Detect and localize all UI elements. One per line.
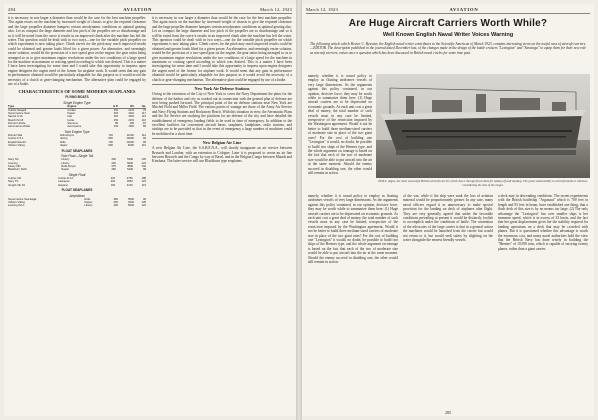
journal-name-right: AVIATION [449, 7, 479, 12]
table-cell: 400 [113, 204, 118, 208]
belgian-air-line-title: New Belgian Air Line [202, 140, 242, 146]
table-cell: 800 [108, 137, 113, 141]
table-cell: 360 [113, 197, 118, 201]
table-cell: Lawrance [58, 180, 70, 184]
table-cell: 188 [141, 176, 146, 180]
table-column-header: Wt. [118, 105, 134, 109]
table-cell: Vickers Viking [8, 143, 25, 147]
article-column-3 [498, 194, 588, 408]
defense-stations-title: New York Air Defense Stations [194, 86, 250, 92]
table-cell: Supermarine Seal [8, 112, 30, 116]
table-cell: 1850 [126, 180, 133, 184]
table-column-header: H.P. [105, 105, 118, 109]
table-cell: Napier [84, 201, 93, 205]
table-cell: 375 [111, 164, 116, 168]
table-cell: Liberty [84, 204, 93, 208]
table-cell: 4800 [127, 164, 134, 168]
issue-date-right: March 12, 1923 [306, 7, 339, 12]
article-continued-text-2: it is necessary in war larger a diameter than would be the case for the best machine propeller. This again reacts on the machine by increased weight of chassis to give the required clearance and the large propeller diameter hampers certain aerodynamic conditions as optimal gearing also. Let us compact the large diameter and low pitch of the propeller are so disadvantage and so it will be noted from the curve it results in an improved climb after the machine has left the water. This question could be dealt with in two ways—one for the variable pitch propeller on which experiment is now taking place. Climb curves for the pitch may reach improved results could be obtained and greater loads lifted for a given power. An alternative, and seemingly easier solution, would be the provision of a two-speed gear on the engine, the gear ratios being arranged so as to give maximum engine revolutions under the two conditions of a large speed for the machine in maximum or cruising speed according to which was desired. This is a matter I have been investigating for some time and I would take this opportunity to impress upon engine designers the urgent need of the former for airplane work. It would seem that any gain in performance obtained would be particularly adaptable for this purpose as it would avoid the necessity of a clutch or gear-changing mechanism. The alternative plan could be engaged by use of a brake. [152, 16, 292, 82]
table-cell: Rolls-Royce [59, 134, 75, 138]
table-cell: 112 [141, 134, 146, 138]
table-cell: Savoia S.16 [8, 115, 23, 119]
table-cell: Loening [8, 161, 18, 165]
table-cell: 5000 [127, 204, 134, 208]
right-column [152, 16, 292, 414]
table-cell: 2100 [126, 183, 133, 187]
table-cell: 79 [143, 108, 146, 112]
table-cell: 85 [143, 125, 146, 129]
defense-stations-text: Owing to the extension of the City of New York to cover the Navy Department the plans for the defense of the harbor and city as worked out in connection with the general plan of defense are now being pushed forward. The principal point of the air defense stations near New York are Mitchel Field and Miller Field. The various points of vantage are those of the Army Air Service and Navy Flying Stations and Rockaway Beach. With this situation in view, the Aeronautic Plans and the Air Service are studying the positions for air defense of the city and have detailed the establishment of emergency landing fields to be used in time of emergency. In addition to the excellent facilities for convenient aircraft bases, seaplanes, landplanes, radio stations, and airships are to be provided so that in the event of emergency a large number of machines could be mobilized in a short time. [152, 92, 292, 136]
table-cell: 100 [113, 125, 119, 129]
article-continued-text: it is necessary in war larger a diameter than would be the case for the best machine propeller. This again reacts on the machine by increased weight of chassis to give the required clearance and the large propeller diameter hampers certain aerodynamic conditions as optimal gearing also. Let us compact the large diameter and low pitch of the propeller are so disadvantage and so it will be noted from the curve it results in an improved climb after the machine has left the water. This question could be dealt with in two ways—one for the variable pitch propeller on which experiment is now taking place. Climb curves for the pitch may reach improved results could be obtained and greater loads lifted for a given power. An alternative, and seemingly easier solution, would be the provision of a two-speed gear on the engine, the gear ratios being arranged so as to give maximum engine revolutions under the two conditions of a large speed for the machine in maximum or cruising speed according to which was desired. This is a matter I have been investigating for some time and I would take this opportunity to impress upon engine designers the urgent need of the former for airplane work. It would seem that any gain in performance obtained would be particularly adaptable for this purpose as it would avoid the necessity of a clutch or gear-changing mechanism. The alternative plan could be engaged by use of a brake. [8, 16, 146, 87]
characteristics-table-title: CHARACTERISTICS OF SOME MODERN SEAPLANES [18, 88, 136, 94]
table-cell: 105 [141, 158, 146, 162]
table-cell: Siemens [67, 121, 78, 125]
article-title: Are Huge Aircraft Carriers Worth While? [348, 18, 548, 29]
table-cell: Liberty [61, 158, 70, 162]
table-cell: 5000 [127, 161, 134, 165]
table-cell: Vickers Viking [8, 201, 25, 205]
table-row [8, 125, 146, 128]
table-column-header: Engine [67, 105, 105, 109]
twin-engine-subheading: Twin Engine Type [64, 130, 90, 135]
table-cell: 12000 [126, 140, 134, 144]
table-cell: Isotta [67, 118, 74, 122]
table-cell: Curtiss Seagull [8, 108, 27, 112]
article-intro: The following article which Hector C. Bywater, the English naval writer contributes to the Scientific American of March 1923, contains interesting views on the useful ness of aircraft carriers.—EDITOR. The description published in the journal dated December last, of the changes made in the design of the battle cruisers "Lexington" and "Saratoga" to equip them for their new role as aircraft carriers, raises once a question which has been discussed in British naval circles for some time past. [310, 42, 586, 55]
table-cell: 13600 [126, 137, 134, 141]
amphibian-heading: FLOAT SEAPLANES [61, 188, 93, 193]
twin-float-table [8, 158, 146, 171]
article-column-1 [308, 194, 398, 408]
table-cell: 2750 [126, 176, 133, 180]
belgian-air-line-text: A new Belgian Air Line, the S.A.B.E.N.A., will shortly inaugurate an air service between Brussels and London, with an extension to Cologne. Later it is proposed to create an air line between Brussels and the Congo by way of Basel, and in the Belgian Congo between Matadi and Kinshasa. The latter service will use Blackburn type seaplanes. [152, 146, 292, 164]
table-cell: 100 [141, 164, 146, 168]
table-cell: 110 [141, 143, 146, 147]
left-page [4, 4, 296, 416]
article-subtitle: Well Known English Naval Writer Voices Warning [382, 32, 514, 38]
table-cell: 5400 [127, 168, 134, 172]
page-number: 284 [8, 7, 16, 12]
table-cell: Napier [61, 168, 70, 172]
table-cell: 5500 [127, 197, 134, 201]
article-text-beside-photo: namely, whether it is sound policy to employ as floating airdromes vessels of very large dimensions. As the arguments against this policy contained, in our opinion, decisive force, they may be worth while to summarize them here. (1) Huge aircraft carriers are to be deprecated on economic grounds. As each unit cost a great deal of money, the total number of such vessels must in any case be limited, irrespective of the restriction imposed by the Washington agreement. Would it not be better to build three medium-sized carriers of moderate size in place of the two giant ones? For the cost of building one "Lexington" it would, no doubt, be possible to build two ships of the Hermes type, and the whole argument on tonnage is based on the fact that each of the two of moderate size would be able to put aircraft into the air at the same moment. Should the enemy succeed in disabling one, the other would still remain in action. [308, 74, 372, 175]
table-cell: 6000 [127, 143, 134, 147]
table-cell: 87 [143, 121, 146, 125]
table-cell: 400 [110, 176, 116, 180]
right-page [302, 4, 594, 416]
table-cell: 2450 [128, 118, 135, 122]
table-cell: 4400 [128, 112, 135, 116]
left-column [8, 16, 146, 414]
table-cell: Dornier Libelle [8, 121, 26, 125]
table-cell: Navy TS [8, 180, 19, 184]
table-row [8, 184, 146, 187]
table-cell: 900 [108, 143, 113, 147]
table-cell: Curtiss F-5-L [8, 137, 24, 141]
table-cell: Curtiss [67, 108, 76, 112]
table-cell: 80 [115, 121, 119, 125]
table-cell: 122 [141, 204, 146, 208]
table-cell: 1650 [128, 125, 135, 129]
table-cell: Rolls [84, 197, 91, 201]
twin-float-subheading: Twin Float—Single Tail [60, 154, 94, 159]
page-number-right: 285 [445, 410, 451, 415]
table-cell: 300 [113, 115, 119, 119]
aircraft-carrier-photo [376, 74, 590, 178]
twin-engine-table [8, 134, 146, 147]
amphibian-table [8, 198, 146, 208]
table-cell: 5330 [127, 158, 134, 162]
table-cell: 123 [141, 180, 146, 184]
table-cell: Curtiss D-12 [58, 176, 74, 180]
article-column-2-text: of the war, while if the ship were sunk the loss of aviation material would be proportionately greater. In any case, many naval officers regard it as unnecessary to make special provision for the landing on deck of airplanes after flight. They are very generally agreed that under the favorable conditions prevailing at present it would be distinctly foolish to accomplish under the conditions of battle. The contention of the advocates of the large carrier is that in a general action the machines would be launched from the carrier but would not return to it, but would seek safety by alighting on the water alongside the nearest friendly vessels. [403, 194, 493, 243]
article-column-beside-photo [308, 74, 372, 188]
article-column-2 [403, 194, 493, 408]
table-cell: 3300 [128, 115, 135, 119]
table-cell: Liberty [59, 137, 68, 141]
table-row [8, 144, 146, 147]
flying-boats-table [8, 105, 146, 129]
table-cell: 180 [110, 183, 116, 187]
table-row [8, 204, 146, 207]
table-cell: Hispano [58, 183, 68, 187]
table-cell: 450 [113, 201, 118, 205]
table-cell: 700 [108, 140, 113, 144]
table-cell: 150 [113, 108, 119, 112]
table-cell: Curtiss CR [8, 176, 21, 180]
table-cell: Navy NC [8, 158, 19, 162]
table-cell: 250 [113, 118, 119, 122]
article-column-1-text: namely, whether it is sound policy to employ as floating airdromes vessels of very large dimensions. As the arguments against this policy contained, in our opinion, decisive force, they may be worth while to summarize them here. (1) Huge aircraft carriers are to be deprecated on economic grounds. As each unit cost a great deal of money, the total number of such vessels must in any case be limited, irrespective of the restriction imposed by the Washington agreement. Would it not be better to build three medium-sized carriers of moderate size in place of the two giant ones? For the cost of building one "Lexington" it would, no doubt, be possible to build two ships of the Hermes type, and the whole argument on tonnage is based on the fact that each of the two of moderate size would be able to put aircraft into the air at the same moment. Should the enemy succeed in disabling one, the other would still remain in action. [308, 194, 398, 265]
table-cell: 115 [141, 115, 146, 119]
table-cell: Macchi M.18 [8, 118, 24, 122]
table-column-header: Type [8, 105, 67, 109]
flying-boats-subheading: Single Engine Type [63, 100, 91, 105]
table-cell: English Electric [8, 140, 27, 144]
table-cell: Fiat [67, 115, 72, 119]
table-cell: 115 [141, 183, 146, 187]
issue-date: March 12, 1923 [259, 7, 292, 12]
table-cell: Supermarine Sea Eagle [8, 197, 37, 201]
table-cell: Loening OA-1 [8, 204, 25, 208]
table-cell: 116 [141, 118, 146, 122]
float-seaplanes-heading: FLOAT SEAPLANES [61, 148, 93, 153]
table-cell: 95 [143, 140, 146, 144]
table-cell: 11000 [126, 134, 134, 138]
table-cell: Napier [67, 112, 76, 116]
table-cell: Rolls-Royce [61, 164, 76, 168]
table-cell: 400 [111, 158, 116, 162]
article-column-3-text: a deck may in descending conditions. The recent experiments with the British battleship "Argonaut" which is 700 feet in length and 93 feet in beam, have established one thing, that a flush deck of this size is by no means too large. (2) The only advantage the "Lexington" has over smaller ships is her immense speed, which is in excess of 33 knots, and the fact that her great displacement gives her the stability required for landing operations on a deck that may be crowded with planes. But it is questioned whether this advantage is worth the enormous cost, and many naval authorities hold the view that the British Navy has done wisely in building the "Hermes" of 10,950 tons, which is capable of carrying twenty planes, rather than a giant carrier. [498, 194, 588, 251]
table-cell: Napier [59, 143, 68, 147]
table-cell: Aeromarine [67, 125, 82, 129]
table-cell: 450 [111, 168, 116, 172]
table-cell: Rolls [59, 140, 66, 144]
table-cell: Fairey IIID [8, 164, 21, 168]
left-page-header [8, 6, 292, 14]
table-cell: Blackburn Swift [8, 168, 27, 172]
table-cell: Liberty [61, 161, 70, 165]
table-cell: 990 [129, 121, 135, 125]
journal-name: AVIATION [123, 7, 153, 12]
table-cell: Vought VE-7H [8, 183, 26, 187]
table-cell: 400 [111, 161, 116, 165]
table-cell: Dornier Wal [8, 134, 23, 138]
flying-boats-heading: FLYING BOATS [65, 95, 89, 99]
photo-caption: H.M.S. Argus, the most successful British aircraft carrier, which has a through flush deck for taking off and landing. The great vulnerability to aircraft bombs is obvious, considering the size of the target. [378, 179, 588, 187]
amphibian-subheading: Amphibian [69, 193, 85, 198]
table-cell: 98 [143, 168, 146, 172]
table-cell: Aeromarine Model [8, 125, 30, 129]
table-cell: 450 [113, 112, 119, 116]
table-cell: 124 [141, 161, 146, 165]
right-page-header [306, 6, 590, 14]
table-cell: 117 [141, 112, 146, 116]
table-cell: 105 [141, 201, 146, 205]
table-column-header: Sp. [134, 105, 146, 109]
table-cell: 2100 [128, 108, 135, 112]
table-row [8, 168, 146, 171]
table-cell: 90 [143, 137, 146, 141]
table-cell: 200 [110, 180, 116, 184]
table-cell: 4500 [127, 201, 134, 205]
single-float-subheading: Single Float [68, 172, 86, 177]
table-cell: 96 [143, 197, 146, 201]
single-float-table [8, 177, 146, 187]
table-cell: 720 [108, 134, 113, 138]
